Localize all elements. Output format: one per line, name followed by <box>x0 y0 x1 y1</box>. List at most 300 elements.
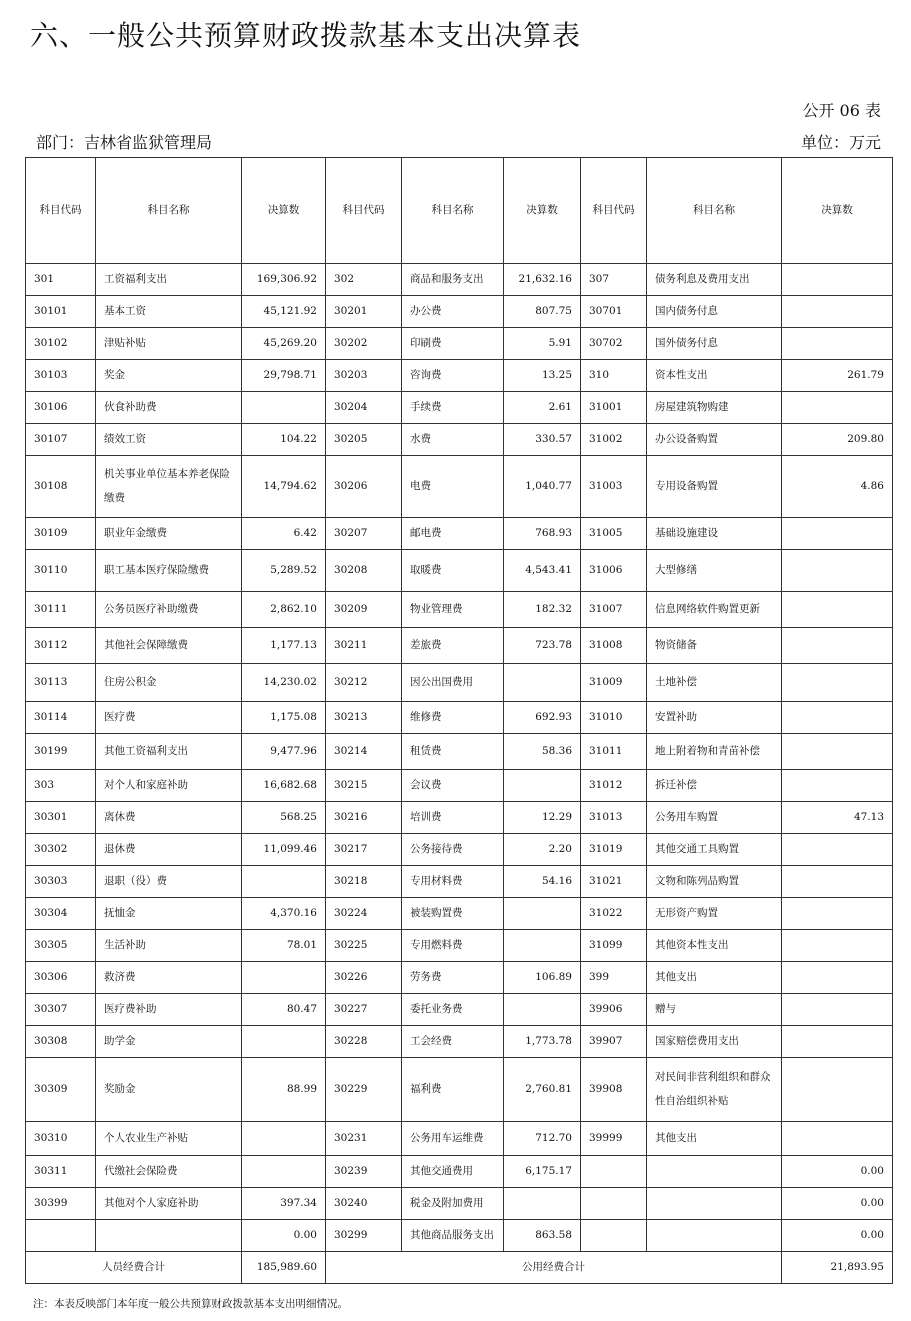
header-cell: 科目代码 <box>581 158 647 264</box>
subject-code-cell: 31007 <box>581 592 647 628</box>
amount-cell: 712.70 <box>504 1122 581 1156</box>
amount-cell: 0.00 <box>782 1156 893 1188</box>
subject-code-cell: 30201 <box>326 296 402 328</box>
subject-name-cell: 国外债务付息 <box>647 328 782 360</box>
amount-cell <box>782 994 893 1026</box>
subject-name-cell: 土地补偿 <box>647 664 782 702</box>
amount-cell: 45,269.20 <box>242 328 326 360</box>
amount-cell <box>782 1058 893 1122</box>
subject-code-cell: 30307 <box>26 994 96 1026</box>
amount-cell: 12.29 <box>504 802 581 834</box>
amount-cell <box>782 550 893 592</box>
subject-code-cell: 30215 <box>326 770 402 802</box>
table-row <box>26 296 893 328</box>
subject-code-cell: 30108 <box>26 456 96 518</box>
amount-cell <box>782 702 893 734</box>
table-header-row <box>26 158 893 264</box>
subject-name-cell: 代缴社会保险费 <box>96 1156 242 1188</box>
table-row <box>26 1122 893 1156</box>
subject-code-cell: 30207 <box>326 518 402 550</box>
subject-code-cell <box>581 1220 647 1252</box>
subject-name-cell: 职工基本医疗保险缴费 <box>96 550 242 592</box>
subject-name-cell <box>647 1220 782 1252</box>
subject-code-cell: 30214 <box>326 734 402 770</box>
amount-cell <box>782 392 893 424</box>
amount-cell <box>782 834 893 866</box>
amount-cell: 16,682.68 <box>242 770 326 802</box>
table-row <box>26 1188 893 1220</box>
subject-name-cell: 生活补助 <box>96 930 242 962</box>
table-row <box>26 898 893 930</box>
subject-code-cell: 39906 <box>581 994 647 1026</box>
subject-code-cell: 30217 <box>326 834 402 866</box>
subject-code-cell: 31009 <box>581 664 647 702</box>
subject-code-cell: 30308 <box>26 1026 96 1058</box>
subject-code-cell: 30109 <box>26 518 96 550</box>
department-label: 部门：吉林省监狱管理局 <box>36 133 213 152</box>
amount-cell: 768.93 <box>504 518 581 550</box>
subject-name-cell: 津贴补贴 <box>96 328 242 360</box>
subject-name-cell: 差旅费 <box>402 628 504 664</box>
subject-code-cell: 30107 <box>26 424 96 456</box>
subject-name-cell: 取暖费 <box>402 550 504 592</box>
subject-code-cell: 30101 <box>26 296 96 328</box>
subject-name-cell: 印刷费 <box>402 328 504 360</box>
subject-code-cell: 30106 <box>26 392 96 424</box>
table-row <box>26 702 893 734</box>
public-total-value: 21,893.95 <box>782 1252 893 1284</box>
subject-name-cell: 退休费 <box>96 834 242 866</box>
subject-code-cell: 30305 <box>26 930 96 962</box>
subject-code-cell: 30299 <box>326 1220 402 1252</box>
subject-name-cell: 离休费 <box>96 802 242 834</box>
table-row <box>26 664 893 702</box>
amount-cell: 863.58 <box>504 1220 581 1252</box>
table-row <box>26 264 893 296</box>
subject-name-cell: 福利费 <box>402 1058 504 1122</box>
amount-cell <box>242 1026 326 1058</box>
table-row <box>26 734 893 770</box>
subject-name-cell: 培训费 <box>402 802 504 834</box>
subject-code-cell: 30302 <box>26 834 96 866</box>
amount-cell: 14,794.62 <box>242 456 326 518</box>
header-cell: 科目名称 <box>647 158 782 264</box>
subject-name-cell: 助学金 <box>96 1026 242 1058</box>
subject-name-cell: 水费 <box>402 424 504 456</box>
table-row <box>26 994 893 1026</box>
amount-cell <box>504 1188 581 1220</box>
amount-cell <box>242 392 326 424</box>
subject-name-cell: 维修费 <box>402 702 504 734</box>
subject-name-cell: 专用设备购置 <box>647 456 782 518</box>
table-row <box>26 518 893 550</box>
subject-code-cell: 30310 <box>26 1122 96 1156</box>
subject-name-cell: 税金及附加费用 <box>402 1188 504 1220</box>
amount-cell <box>504 770 581 802</box>
amount-cell: 45,121.92 <box>242 296 326 328</box>
subject-code-cell: 30114 <box>26 702 96 734</box>
subject-code-cell: 31001 <box>581 392 647 424</box>
subject-name-cell: 其他支出 <box>647 1122 782 1156</box>
subject-code-cell: 31099 <box>581 930 647 962</box>
header-cell: 决算数 <box>504 158 581 264</box>
subject-name-cell: 物业管理费 <box>402 592 504 628</box>
header-cell: 决算数 <box>782 158 893 264</box>
amount-cell: 1,040.77 <box>504 456 581 518</box>
subject-name-cell: 救济费 <box>96 962 242 994</box>
amount-cell <box>782 930 893 962</box>
amount-cell: 6.42 <box>242 518 326 550</box>
amount-cell: 13.25 <box>504 360 581 392</box>
subject-name-cell: 抚恤金 <box>96 898 242 930</box>
table-row <box>26 834 893 866</box>
amount-cell: 209.80 <box>782 424 893 456</box>
subject-name-cell: 咨询费 <box>402 360 504 392</box>
subject-code-cell: 31013 <box>581 802 647 834</box>
subject-name-cell: 其他交通费用 <box>402 1156 504 1188</box>
subject-name-cell: 其他资本性支出 <box>647 930 782 962</box>
footnote: 注：本表反映部门本年度一般公共预算财政拨款基本支出明细情况。 <box>33 1298 348 1310</box>
amount-cell <box>504 664 581 702</box>
header-cell: 科目代码 <box>26 158 96 264</box>
subject-name-cell: 被装购置费 <box>402 898 504 930</box>
table-row <box>26 360 893 392</box>
table-row <box>26 628 893 664</box>
amount-cell <box>782 328 893 360</box>
amount-cell: 106.89 <box>504 962 581 994</box>
amount-cell: 21,632.16 <box>504 264 581 296</box>
subject-code-cell: 30204 <box>326 392 402 424</box>
subject-name-cell: 个人农业生产补贴 <box>96 1122 242 1156</box>
amount-cell: 169,306.92 <box>242 264 326 296</box>
header-cell: 科目名称 <box>96 158 242 264</box>
subject-code-cell: 30311 <box>26 1156 96 1188</box>
amount-cell <box>242 962 326 994</box>
subject-name-cell: 劳务费 <box>402 962 504 994</box>
subject-name-cell: 公务员医疗补助缴费 <box>96 592 242 628</box>
subject-code-cell: 30209 <box>326 592 402 628</box>
table-row <box>26 1058 893 1122</box>
amount-cell: 88.99 <box>242 1058 326 1122</box>
subject-code-cell: 30309 <box>26 1058 96 1122</box>
expenditure-table <box>25 157 893 1284</box>
amount-cell: 397.34 <box>242 1188 326 1220</box>
subject-code-cell: 39999 <box>581 1122 647 1156</box>
subject-code-cell: 30231 <box>326 1122 402 1156</box>
subject-name-cell: 退职（役）费 <box>96 866 242 898</box>
subject-code-cell: 30103 <box>26 360 96 392</box>
subject-code-cell <box>26 1220 96 1252</box>
amount-cell: 58.36 <box>504 734 581 770</box>
subject-code-cell: 30111 <box>26 592 96 628</box>
subject-code-cell: 30208 <box>326 550 402 592</box>
amount-cell: 5.91 <box>504 328 581 360</box>
subject-name-cell: 公务接待费 <box>402 834 504 866</box>
subject-name-cell: 安置补助 <box>647 702 782 734</box>
subject-code-cell: 31012 <box>581 770 647 802</box>
subject-name-cell: 拆迁补偿 <box>647 770 782 802</box>
amount-cell <box>504 930 581 962</box>
subject-code-cell: 31011 <box>581 734 647 770</box>
amount-cell: 5,289.52 <box>242 550 326 592</box>
subject-name-cell: 对民间非营利组织和群众性自治组织补贴 <box>647 1058 782 1122</box>
table-row <box>26 962 893 994</box>
amount-cell: 80.47 <box>242 994 326 1026</box>
subject-name-cell: 公务用车购置 <box>647 802 782 834</box>
amount-cell <box>782 770 893 802</box>
amount-cell <box>242 866 326 898</box>
subject-code-cell: 30216 <box>326 802 402 834</box>
amount-cell: 182.32 <box>504 592 581 628</box>
table-row <box>26 930 893 962</box>
subject-code-cell <box>581 1156 647 1188</box>
subject-name-cell: 绩效工资 <box>96 424 242 456</box>
subject-code-cell: 30301 <box>26 802 96 834</box>
subject-name-cell: 住房公积金 <box>96 664 242 702</box>
subject-code-cell: 30399 <box>26 1188 96 1220</box>
subject-name-cell: 公务用车运维费 <box>402 1122 504 1156</box>
subject-name-cell: 大型修缮 <box>647 550 782 592</box>
subject-code-cell: 30110 <box>26 550 96 592</box>
subject-code-cell: 30229 <box>326 1058 402 1122</box>
subject-name-cell: 委托业务费 <box>402 994 504 1026</box>
subject-name-cell: 其他社会保障缴费 <box>96 628 242 664</box>
subject-code-cell: 31010 <box>581 702 647 734</box>
subject-name-cell: 资本性支出 <box>647 360 782 392</box>
subject-code-cell: 31006 <box>581 550 647 592</box>
subject-code-cell: 30240 <box>326 1188 402 1220</box>
amount-cell: 692.93 <box>504 702 581 734</box>
amount-cell <box>782 664 893 702</box>
form-number: 公开 06 表 <box>802 101 881 120</box>
personnel-total-value: 185,989.60 <box>242 1252 326 1284</box>
subject-name-cell <box>647 1188 782 1220</box>
subject-code-cell: 30701 <box>581 296 647 328</box>
subject-name-cell: 无形资产购置 <box>647 898 782 930</box>
table-row <box>26 550 893 592</box>
amount-cell: 4,370.16 <box>242 898 326 930</box>
subject-name-cell: 国家赔偿费用支出 <box>647 1026 782 1058</box>
subject-code-cell: 30226 <box>326 962 402 994</box>
amount-cell: 807.75 <box>504 296 581 328</box>
subject-code-cell: 30303 <box>26 866 96 898</box>
subject-name-cell: 商品和服务支出 <box>402 264 504 296</box>
amount-cell: 6,175.17 <box>504 1156 581 1188</box>
subject-name-cell <box>647 1156 782 1188</box>
amount-cell: 1,177.13 <box>242 628 326 664</box>
subject-code-cell: 30225 <box>326 930 402 962</box>
subject-name-cell: 医疗费 <box>96 702 242 734</box>
subject-code-cell: 30239 <box>326 1156 402 1188</box>
amount-cell: 4,543.41 <box>504 550 581 592</box>
subject-code-cell: 31005 <box>581 518 647 550</box>
subject-name-cell: 其他商品服务支出 <box>402 1220 504 1252</box>
subject-code-cell: 399 <box>581 962 647 994</box>
amount-cell: 2.20 <box>504 834 581 866</box>
amount-cell <box>782 734 893 770</box>
amount-cell <box>782 866 893 898</box>
page-title: 六、一般公共预算财政拨款基本支出决算表 <box>30 19 582 52</box>
subject-name-cell: 邮电费 <box>402 518 504 550</box>
amount-cell: 54.16 <box>504 866 581 898</box>
subject-code-cell: 302 <box>326 264 402 296</box>
subject-name-cell: 其他交通工具购置 <box>647 834 782 866</box>
amount-cell <box>782 1026 893 1058</box>
subject-code-cell <box>581 1188 647 1220</box>
subject-name-cell: 赠与 <box>647 994 782 1026</box>
amount-cell: 723.78 <box>504 628 581 664</box>
subject-code-cell: 31019 <box>581 834 647 866</box>
amount-cell <box>782 1122 893 1156</box>
table-row <box>26 592 893 628</box>
subject-name-cell: 房屋建筑物购建 <box>647 392 782 424</box>
subject-code-cell: 30102 <box>26 328 96 360</box>
subject-code-cell: 30113 <box>26 664 96 702</box>
subject-code-cell: 39908 <box>581 1058 647 1122</box>
amount-cell: 2.61 <box>504 392 581 424</box>
amount-cell: 1,175.08 <box>242 702 326 734</box>
unit-label: 单位：万元 <box>800 133 881 152</box>
amount-cell: 47.13 <box>782 802 893 834</box>
table-row <box>26 770 893 802</box>
amount-cell: 330.57 <box>504 424 581 456</box>
amount-cell <box>782 592 893 628</box>
subject-name-cell: 国内债务付息 <box>647 296 782 328</box>
subject-code-cell: 30212 <box>326 664 402 702</box>
amount-cell <box>782 898 893 930</box>
subject-name-cell: 其他对个人家庭补助 <box>96 1188 242 1220</box>
amount-cell <box>242 1122 326 1156</box>
subject-code-cell: 303 <box>26 770 96 802</box>
subject-name-cell: 文物和陈列品购置 <box>647 866 782 898</box>
subject-name-cell: 电费 <box>402 456 504 518</box>
amount-cell <box>782 296 893 328</box>
subject-code-cell: 39907 <box>581 1026 647 1058</box>
subject-name-cell: 因公出国费用 <box>402 664 504 702</box>
subject-name-cell: 工会经费 <box>402 1026 504 1058</box>
subject-code-cell: 30227 <box>326 994 402 1026</box>
subject-code-cell: 307 <box>581 264 647 296</box>
amount-cell <box>242 1156 326 1188</box>
amount-cell <box>782 518 893 550</box>
subject-code-cell: 30218 <box>326 866 402 898</box>
subject-name-cell: 奖励金 <box>96 1058 242 1122</box>
subject-name-cell: 办公设备购置 <box>647 424 782 456</box>
amount-cell: 1,773.78 <box>504 1026 581 1058</box>
amount-cell <box>782 264 893 296</box>
subject-name-cell: 其他支出 <box>647 962 782 994</box>
table-row <box>26 802 893 834</box>
subject-code-cell: 30306 <box>26 962 96 994</box>
subject-name-cell: 伙食补助费 <box>96 392 242 424</box>
amount-cell <box>782 628 893 664</box>
subject-name-cell: 手续费 <box>402 392 504 424</box>
amount-cell <box>504 898 581 930</box>
subject-name-cell: 地上附着物和青苗补偿 <box>647 734 782 770</box>
amount-cell: 9,477.96 <box>242 734 326 770</box>
subject-name-cell: 职业年金缴费 <box>96 518 242 550</box>
subject-name-cell: 物资储备 <box>647 628 782 664</box>
amount-cell: 78.01 <box>242 930 326 962</box>
subject-code-cell: 30228 <box>326 1026 402 1058</box>
header-cell: 科目代码 <box>326 158 402 264</box>
subject-code-cell: 30202 <box>326 328 402 360</box>
subject-name-cell: 专用材料费 <box>402 866 504 898</box>
table-row <box>26 456 893 518</box>
amount-cell: 568.25 <box>242 802 326 834</box>
subject-name-cell: 信息网络软件购置更新 <box>647 592 782 628</box>
subject-code-cell: 30203 <box>326 360 402 392</box>
subject-code-cell: 30702 <box>581 328 647 360</box>
personnel-total-label: 人员经费合计 <box>26 1252 242 1284</box>
amount-cell: 0.00 <box>782 1188 893 1220</box>
subject-code-cell: 30304 <box>26 898 96 930</box>
subject-name-cell: 专用燃料费 <box>402 930 504 962</box>
subject-name-cell: 债务利息及费用支出 <box>647 264 782 296</box>
subject-code-cell: 31002 <box>581 424 647 456</box>
amount-cell: 0.00 <box>242 1220 326 1252</box>
amount-cell: 4.86 <box>782 456 893 518</box>
header-cell: 决算数 <box>242 158 326 264</box>
amount-cell: 261.79 <box>782 360 893 392</box>
table-row <box>26 1220 893 1252</box>
totals-row <box>26 1252 893 1284</box>
amount-cell <box>504 994 581 1026</box>
subject-name-cell: 奖金 <box>96 360 242 392</box>
subject-name-cell: 会议费 <box>402 770 504 802</box>
table-row <box>26 1156 893 1188</box>
subject-code-cell: 301 <box>26 264 96 296</box>
amount-cell: 11,099.46 <box>242 834 326 866</box>
subject-code-cell: 30206 <box>326 456 402 518</box>
table-row <box>26 392 893 424</box>
header-cell: 科目名称 <box>402 158 504 264</box>
subject-name-cell: 工资福利支出 <box>96 264 242 296</box>
subject-name-cell: 办公费 <box>402 296 504 328</box>
subject-code-cell: 30205 <box>326 424 402 456</box>
amount-cell: 2,862.10 <box>242 592 326 628</box>
table-row <box>26 424 893 456</box>
subject-name-cell: 对个人和家庭补助 <box>96 770 242 802</box>
public-total-label: 公用经费合计 <box>326 1252 782 1284</box>
subject-code-cell: 30211 <box>326 628 402 664</box>
subject-code-cell: 30112 <box>26 628 96 664</box>
subject-name-cell: 其他工资福利支出 <box>96 734 242 770</box>
subject-code-cell: 310 <box>581 360 647 392</box>
subject-code-cell: 30213 <box>326 702 402 734</box>
table-row <box>26 866 893 898</box>
subject-code-cell: 31003 <box>581 456 647 518</box>
amount-cell: 0.00 <box>782 1220 893 1252</box>
subject-code-cell: 30224 <box>326 898 402 930</box>
subject-name-cell: 基本工资 <box>96 296 242 328</box>
amount-cell: 29,798.71 <box>242 360 326 392</box>
amount-cell <box>782 962 893 994</box>
subject-name-cell: 租赁费 <box>402 734 504 770</box>
table-row <box>26 328 893 360</box>
subject-code-cell: 31021 <box>581 866 647 898</box>
subject-code-cell: 31008 <box>581 628 647 664</box>
amount-cell: 14,230.02 <box>242 664 326 702</box>
subject-code-cell: 30199 <box>26 734 96 770</box>
subject-name-cell: 基础设施建设 <box>647 518 782 550</box>
table-row <box>26 1026 893 1058</box>
subject-name-cell <box>96 1220 242 1252</box>
amount-cell: 104.22 <box>242 424 326 456</box>
subject-code-cell: 31022 <box>581 898 647 930</box>
amount-cell: 2,760.81 <box>504 1058 581 1122</box>
subject-name-cell: 机关事业单位基本养老保险缴费 <box>96 456 242 518</box>
